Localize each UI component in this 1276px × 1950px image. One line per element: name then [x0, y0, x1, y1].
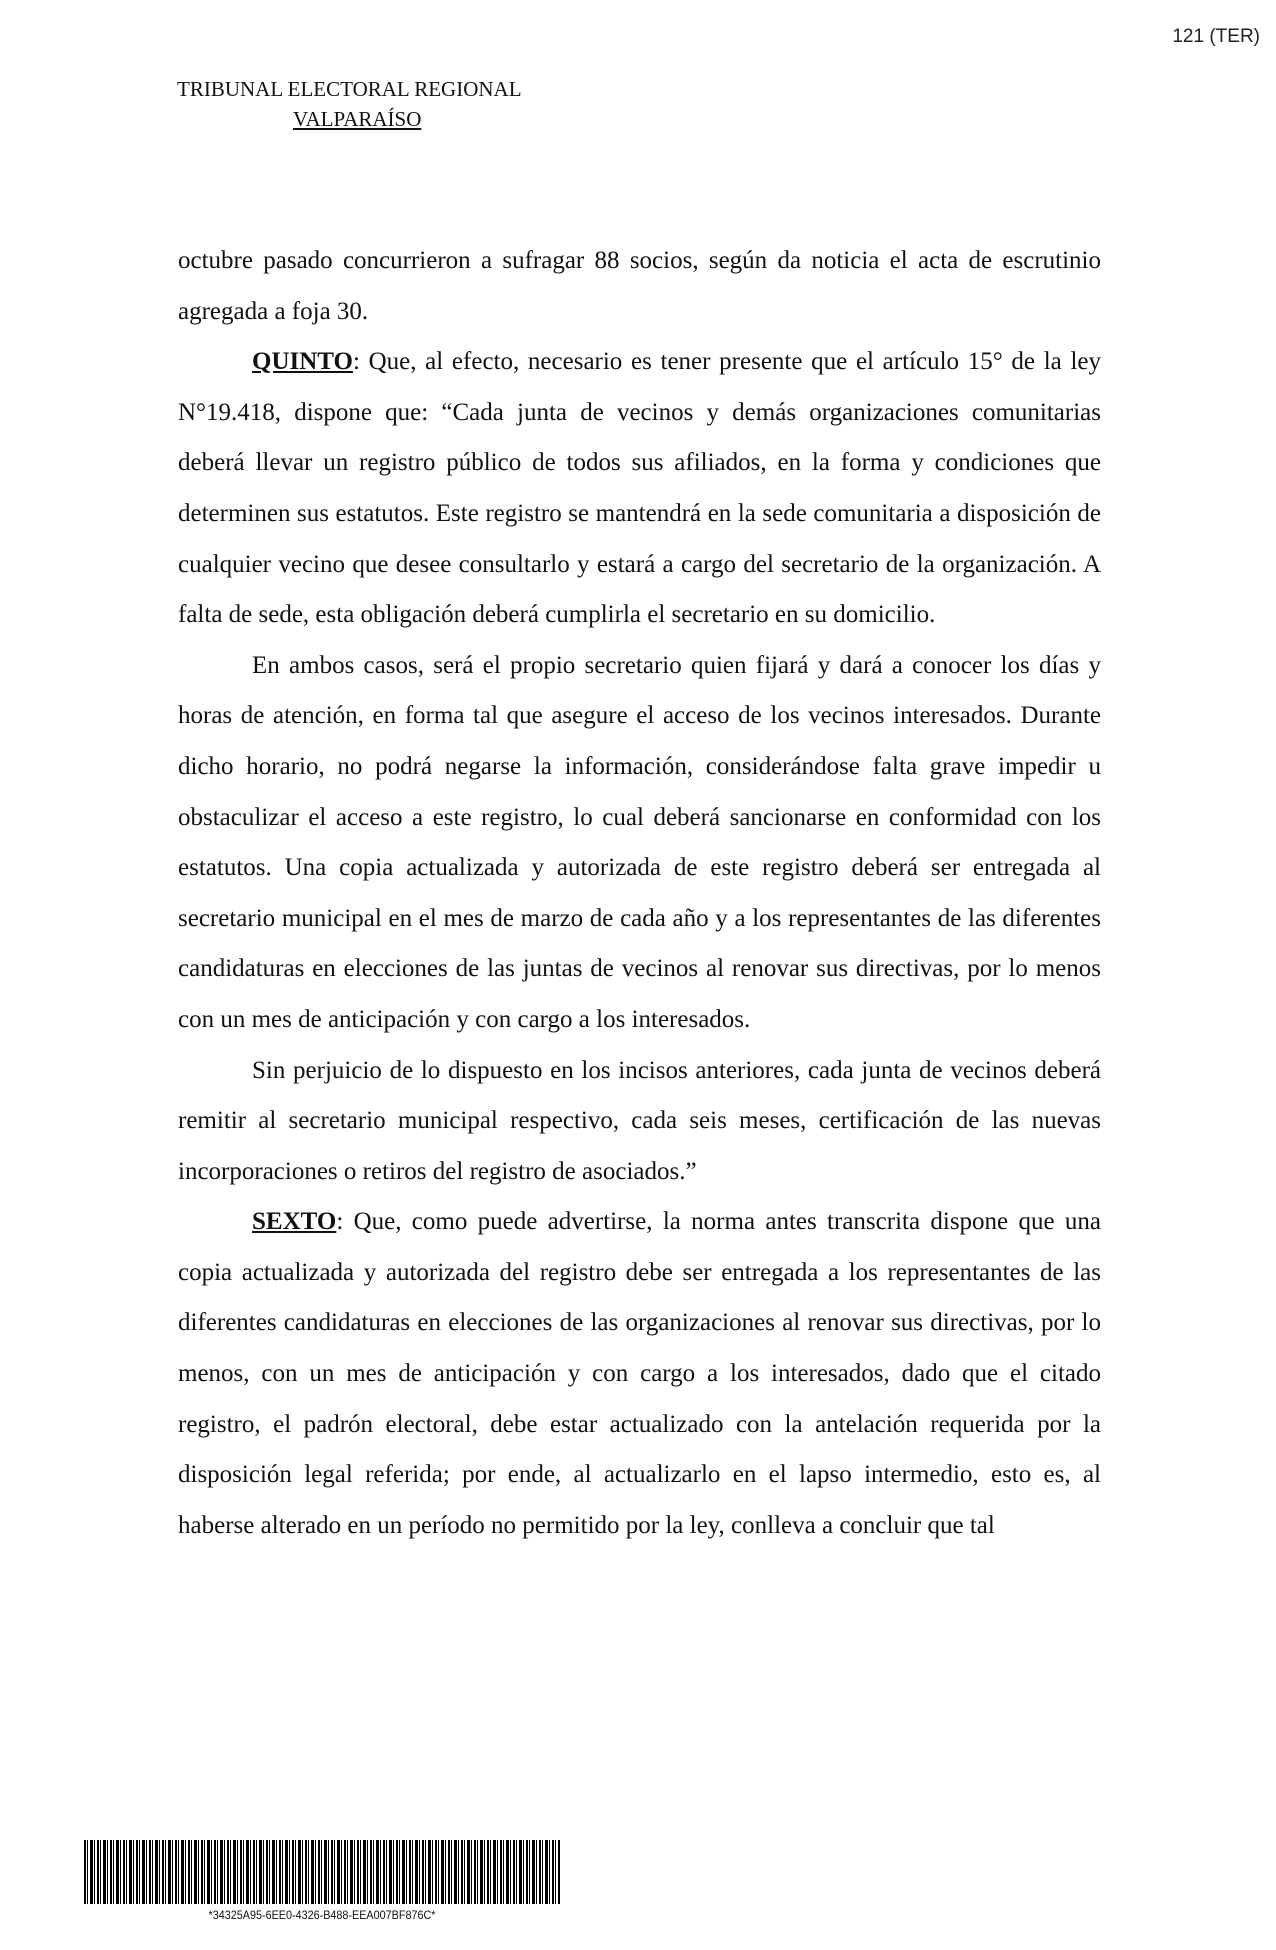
section-heading-sexto: SEXTO — [252, 1208, 337, 1236]
court-city: VALPARAÍSO — [293, 107, 422, 131]
paragraph-sexto: SEXTO: Que, como puede advertirse, la norma antes transcrita dispone que una copia actualizada y autorizada del registro debe ser entregada a los representantes de las diferentes candidaturas en elecciones de las organizaciones al renovar sus directivas, por lo menos, con un mes de anticipación y con cargo a los interesados, dado que el citado registro, el padrón electoral, debe estar actualizado con la antelación requerida por la disposición legal referida; por ende, al actualizarlo en el lapso intermedio, esto es, al haberse alterado en un período no permitido por la ley, conlleva a concluir que tal — [178, 1208, 1101, 1539]
section-heading-quinto: QUINTO — [252, 348, 353, 376]
barcode — [84, 1840, 560, 1904]
document-body — [178, 236, 1101, 1551]
court-name: TRIBUNAL ELECTORAL REGIONAL — [177, 77, 522, 101]
paragraph-quinto: QUINTO: Que, al efecto, necesario es tener presente que el artículo 15° de la ley N°19.418, dispone que: “Cada junta de vecinos y demás organizaciones comunitarias deberá llevar un registro público de todos sus afiliados, en la forma y condiciones que determinen sus estatutos. Este registro se mantendrá en la sede comunitaria a disposición de cualquier vecino que desee consultarlo y estará a cargo del secretario de la organización. A falta de sede, esta obligación deberá cumplirla el secretario en su domicilio. — [178, 348, 1101, 629]
court-header — [177, 74, 522, 134]
barcode-code: *34325A95-6EE0-4326-B488-EEA007BF876C* — [208, 1908, 436, 1922]
paragraph-4: Sin perjuicio de lo dispuesto en los incisos anteriores, cada junta de vecinos deberá remitir al secretario municipal respectivo, cada seis meses, certificación de las nuevas incorporaciones o retiros del registro de asociados.” — [178, 1056, 1101, 1185]
paragraph-1: octubre pasado concurrieron a sufragar 88 socios, según da noticia el acta de escrutinio agregada a foja 30. — [178, 247, 1101, 325]
paragraph-3: En ambos casos, será el propio secretario quien fijará y dará a conocer los días y horas de atención, en forma tal que asegure el acceso de los vecinos interesados. Durante dicho horario, no podrá negarse la información, considerándose falta grave impedir u obstaculizar el acceso a este registro, lo cual deberá sancionarse en conformidad con los estatutos. Una copia actualizada y autorizada de este registro deberá ser entregada al secretario municipal en el mes de marzo de cada año y a los representantes de las diferentes candidaturas en elecciones de las juntas de vecinos al renovar sus directivas, por lo menos con un mes de anticipación y con cargo a los interesados. — [178, 651, 1101, 1033]
page-number: 121 (TER) — [1172, 26, 1260, 47]
